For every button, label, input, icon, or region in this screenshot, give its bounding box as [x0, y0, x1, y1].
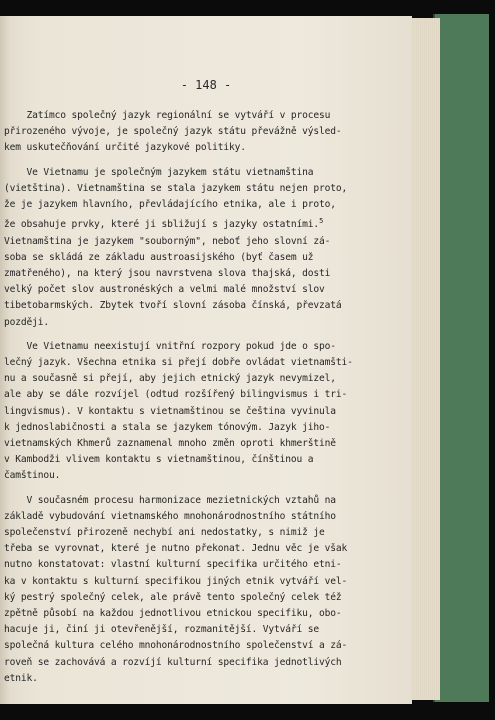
text-line: ale aby se dále rozvíjel (odtud rozšířený bilingvismus i tri- [4, 389, 348, 401]
text-line: přirozeného vývoje, je společný jazyk státu převážně výsled- [4, 126, 342, 138]
text-line: že je jazykem hlavního, převládajícího etnika, ale i proto, [4, 199, 336, 211]
text-line: lečný jazyk. Všechna etnika si přejí dobře ovládat vietnamšti- [4, 357, 353, 369]
page-number: - 148 - [180, 78, 232, 92]
text-line: kem uskutečňování určité jazykové politiky. [4, 142, 246, 154]
text-line: Ve Vietnamu je společným jazykem státu vietnamština [4, 166, 314, 178]
body-text [4, 108, 366, 695]
text-line: lingvismus). V kontaktu s vietnamštinou se čeština vyvinula [4, 405, 336, 417]
text-line: nutno konstatovat: vlastní kulturní specifika určitého etni- [4, 559, 342, 571]
text-line: zmatřeného), na který jsou navrstvena slova thajská, dosti [4, 268, 331, 280]
text-line: velký počet slov austronéských a velmi malé množství slov [4, 284, 325, 296]
text-line: tibetobarmských. Zbytek tvoří slovní zásoba čínská, převzatá [4, 300, 342, 312]
text-line: ka v kontaktu s kulturní specifikou jiných etnik vytváří vel- [4, 575, 348, 587]
text-line: k jednoslabičnosti a stala se jazykem tónovým. Jazyk jiho- [4, 421, 331, 433]
text-line: roveň se zachovává a rozvíjí kulturní specifika jednotlivých [4, 656, 342, 668]
text-line: společenství přirozeně nechybí ani nedostatky, s nimiž je [4, 527, 325, 539]
text-line: nu a současně si přejí, aby jejich etnický jazyk nevymizel, [4, 373, 336, 385]
text-line: hacuje ji, činí ji otevřenější, rozmanitější. Vytváří se [4, 624, 320, 636]
text-line: společná kultura celého mnohonárodnostního společenství a zá- [4, 640, 348, 652]
book-page [0, 16, 412, 704]
text-line-with-footnote [4, 213, 366, 233]
text-line: zpětně působí na každou jednotlivou etnickou specifiku, obo- [4, 608, 342, 620]
text-line: později. [4, 316, 50, 328]
text-line: že obsahuje prvky, které ji sbližují s jazyky ostatními. [4, 219, 320, 231]
text-line: základě vybudování vietnamského mnohonárodnostního státního [4, 510, 336, 522]
book-cover-edge [433, 14, 489, 702]
text-line: třeba se vyrovnat, které je nutno překonat. Jednu věc je však [4, 543, 348, 555]
paragraph-2 [4, 165, 366, 331]
text-line: etnik. [4, 672, 38, 684]
text-line: vietnamských Khmerů zaznamenal mnoho změn oproti khmerštině [4, 438, 336, 450]
footnote-marker[interactable]: 5 [319, 217, 324, 226]
paragraph-1 [4, 108, 366, 157]
paragraph-4 [4, 493, 366, 687]
text-line: ký pestrý společný celek, ale právě tento společný celek též [4, 591, 342, 603]
text-line: v Kambodži vlivem kontaktu s vietnamštinou, čínštinou a [4, 454, 314, 466]
text-line: V současném procesu harmonizace mezietnických vztahů na [4, 494, 336, 506]
text-line: čamštinou. [4, 470, 61, 482]
text-line: Vietnamština je jazykem "souborným", neboť jeho slovní zá- [4, 235, 331, 247]
text-line: soba se skládá ze základu austroasijského (byť časem už [4, 251, 314, 263]
text-line: Ve Vietnamu neexistují vnitřní rozpory pokud jde o spo- [4, 340, 336, 352]
text-line: Zatímco společný jazyk regionální se vytváří v procesu [4, 110, 331, 121]
paragraph-3 [4, 339, 366, 485]
text-line: (vietština). Vietnamština se stala jazykem státu nejen proto, [4, 182, 348, 194]
